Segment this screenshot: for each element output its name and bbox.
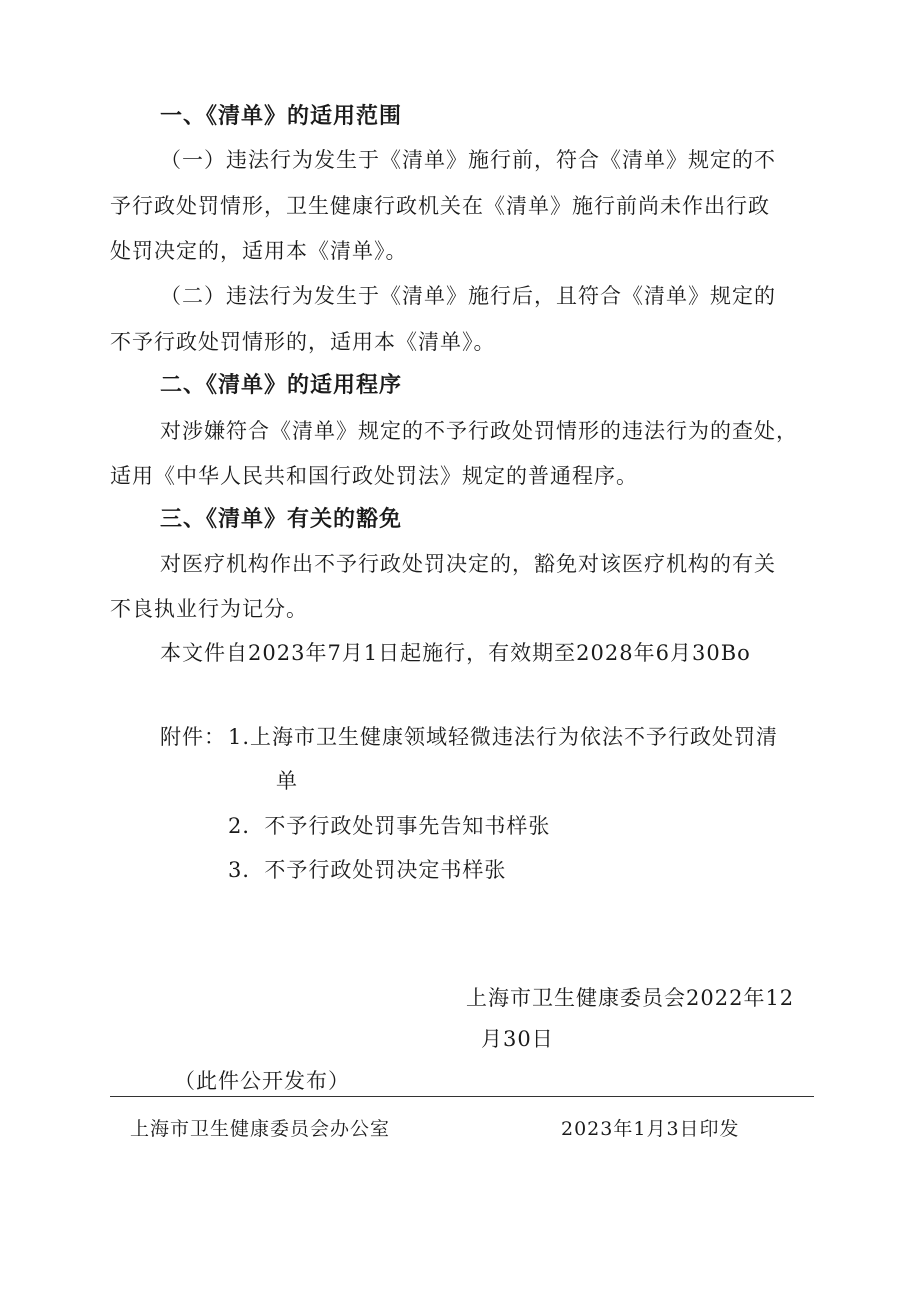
section-heading-scope: 一、《清单》的适用范围 <box>160 104 403 129</box>
paragraph-line: 处罚决定的，适用本《清单》。 <box>110 239 408 263</box>
section-heading-procedure: 二、《清单》的适用程序 <box>160 373 403 398</box>
attachment-item-1-cont: 单 <box>276 769 298 793</box>
paragraph-line: （二）违法行为发生于《清单》施行后，且符合《清单》规定的 <box>160 284 776 308</box>
attachment-item-1: 1.上海市卫生健康领域轻微违法行为依法不予行政处罚清 <box>228 725 779 749</box>
footer-print-date: 2023年1月3日印发 <box>561 1118 740 1140</box>
footer-divider <box>110 1096 814 1097</box>
paragraph-line: 适用《中华人民共和国行政处罚法》规定的普通程序。 <box>110 464 638 488</box>
attachment-item-3: 3．不予行政处罚决定书样张 <box>228 858 507 882</box>
signature-date: 月30日 <box>481 1027 554 1051</box>
signature-org: 上海市卫生健康委员会2022年12 <box>466 986 795 1010</box>
paragraph-line: 对医疗机构作出不予行政处罚决定的，豁免对该医疗机构的有关 <box>160 552 776 576</box>
publish-note: （此件公开发布） <box>174 1069 350 1093</box>
attachment-item-2: 2．不予行政处罚事先告知书样张 <box>228 814 551 838</box>
paragraph-line: 不予行政处罚情形的，适用本《清单》。 <box>110 330 496 354</box>
paragraph-line: 对涉嫌符合《清单》规定的不予行政处罚情形的违法行为的查处， <box>160 419 798 443</box>
footer-office: 上海市卫生健康委员会办公室 <box>130 1118 391 1140</box>
attachments-label: 附件： <box>160 725 226 749</box>
effective-date-line: 本文件自2023年7月1日起施行，有效期至2028年6月30Bo <box>160 641 751 665</box>
paragraph-line: 予行政处罚情形，卫生健康行政机关在《清单》施行前尚未作出行政 <box>110 194 770 218</box>
paragraph-line: 不良执业行为记分。 <box>110 597 308 621</box>
paragraph-line: （一）违法行为发生于《清单》施行前，符合《清单》规定的不 <box>160 148 776 172</box>
section-heading-exemption: 三、《清单》有关的豁免 <box>160 507 403 532</box>
